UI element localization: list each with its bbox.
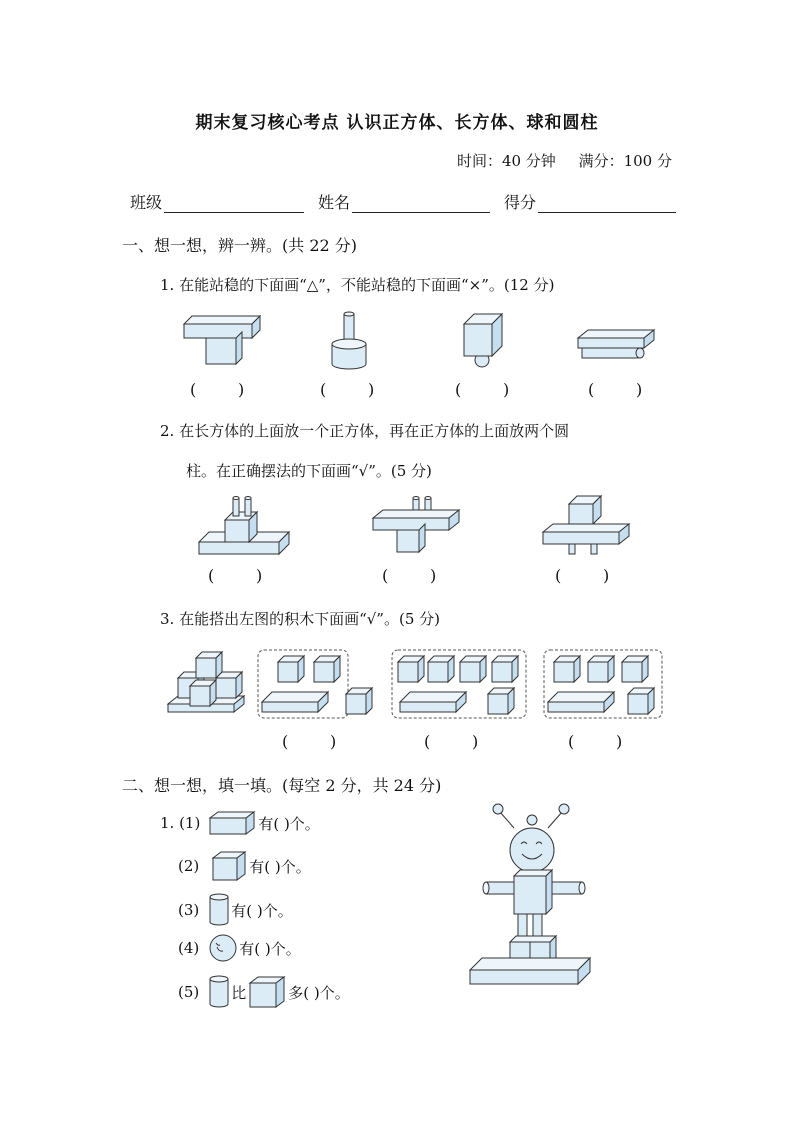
page-title: 期末复习核心考点 认识正方体、长方体、球和圆柱	[195, 113, 599, 133]
q1-answer-2[interactable]: ( )	[320, 380, 375, 399]
robot-figure	[466, 800, 596, 990]
q2-answer-1[interactable]: ( )	[208, 566, 263, 585]
score-field[interactable]	[538, 194, 676, 213]
q1-answer-4[interactable]: ( )	[588, 380, 643, 399]
question-1: 1. 在能站稳的下面画“△”，不能站稳的下面画“×”。(12 分)	[160, 276, 555, 294]
q2-figures	[195, 492, 645, 564]
student-info-row	[130, 190, 690, 213]
fill-item-3: (3) 有( )个。	[178, 892, 293, 928]
q3-option-2	[398, 656, 518, 714]
fill-item-5: (5) 比 多( )个。	[178, 974, 350, 1010]
q1-answer-1[interactable]: ( )	[190, 380, 245, 399]
cuboid-icon	[208, 810, 256, 836]
cylinder-icon	[207, 892, 231, 928]
fill-item-1: 1. (1) 有( )个。	[160, 810, 320, 836]
q3-answer-1[interactable]: ( )	[282, 732, 337, 751]
name-field[interactable]	[352, 194, 490, 213]
q1-figure-2	[332, 312, 366, 369]
question-2-line2: 柱。在正确摆法的下面画“√”。(5 分)	[186, 462, 432, 480]
q1-answer-3[interactable]: ( )	[455, 380, 510, 399]
q2-figure-3	[543, 496, 629, 554]
section1-heading: 一、想一想，辨一辨。(共 22 分)	[122, 236, 358, 255]
q2-figure-2	[373, 497, 459, 553]
sphere-icon	[207, 932, 239, 964]
section2-heading: 二、想一想，填一填。(每空 2 分，共 24 分)	[122, 776, 442, 795]
q3-answer-3[interactable]: ( )	[568, 732, 623, 751]
fill-item-4: (4) 有( )个。	[178, 932, 301, 964]
q3-option-1	[262, 656, 372, 714]
score-label: 得分	[504, 193, 537, 212]
name-label: 姓名	[318, 193, 351, 212]
cube-icon	[211, 850, 247, 882]
question-2-line1: 2. 在长方体的上面放一个正方体，再在正方体的上面放两个圆	[160, 422, 570, 440]
class-label: 班级	[130, 193, 163, 212]
exam-meta	[439, 150, 672, 171]
q1-figure-3	[464, 314, 502, 367]
cube-icon	[248, 975, 286, 1009]
q2-answer-2[interactable]: ( )	[382, 566, 437, 585]
q1-figures	[180, 310, 670, 380]
q2-figure-1	[199, 497, 289, 555]
time-limit: 时间：40 分钟	[456, 152, 556, 170]
q3-answer-2[interactable]: ( )	[424, 732, 479, 751]
question-3: 3. 在能搭出左图的积木下面画“√”。(5 分)	[160, 610, 440, 628]
q3-figures	[166, 646, 666, 722]
cylinder-icon	[207, 974, 231, 1010]
fill-item-2: (2) 有( )个。	[178, 850, 311, 882]
full-score: 满分：100 分	[578, 152, 672, 170]
class-field[interactable]	[164, 194, 304, 213]
q3-option-3	[548, 656, 654, 714]
q2-answer-3[interactable]: ( )	[555, 566, 610, 585]
q1-figure-4	[578, 330, 654, 358]
q1-figure-1	[184, 316, 260, 364]
q3-model	[168, 652, 244, 712]
